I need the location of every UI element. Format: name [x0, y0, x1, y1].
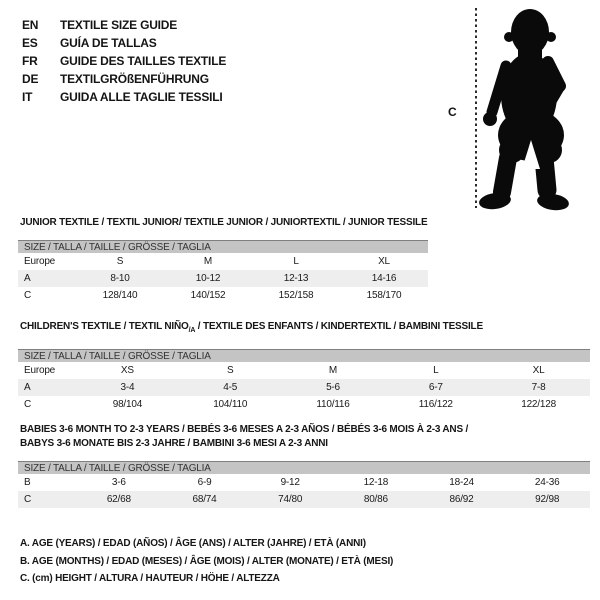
table-row [18, 253, 428, 270]
figure-height-label: C [448, 105, 457, 119]
table-cell: 74/80 [278, 494, 303, 505]
language-code: FR [22, 54, 38, 68]
language-row [22, 16, 226, 34]
language-code: EN [22, 18, 39, 32]
legend [20, 535, 393, 588]
size-header-bar: SIZE / TALLA / TAILLE / GRÖSSE / TAGLIA [18, 349, 590, 362]
row-label: B [24, 477, 31, 488]
table-cell: 12-18 [363, 477, 389, 488]
size-table [18, 349, 590, 413]
table-row [18, 362, 590, 379]
table-cell: 8-10 [110, 273, 130, 284]
table-cell: M [203, 256, 213, 267]
table-title-segment: / TEXTILE DES ENFANTS / KINDERTEXTIL / BAMBINI TESSILE [195, 321, 483, 332]
table-cell: 3-6 [111, 477, 126, 488]
table-cell: 110/116 [316, 399, 350, 410]
table-cell: 128/140 [102, 290, 138, 301]
table-cell: 5-6 [326, 382, 340, 393]
table-cell: 104/110 [213, 399, 248, 410]
row-label: A [24, 273, 31, 284]
table-cell: 7-8 [531, 382, 546, 393]
table-cell: 140/152 [190, 290, 226, 301]
table-cell: XL [532, 365, 545, 376]
language-row [22, 52, 226, 70]
row-label: C [24, 290, 32, 301]
table-title [20, 320, 483, 338]
row-label: C [24, 399, 32, 410]
table-cell: XL [378, 256, 390, 267]
language-code: ES [22, 36, 38, 50]
table-cell: 24-36 [534, 477, 560, 488]
legend-line-b: B. AGE (MONTHS) / EDAD (MESES) / ÂGE (MOIS) / ALTER (MONATE) / ETÀ (MESI) [20, 555, 394, 567]
size-table [18, 461, 590, 508]
table-cell: 3-4 [120, 382, 135, 393]
table-cell: 80/86 [363, 494, 388, 505]
row-label: A [24, 382, 31, 393]
table-title-segment: CHILDREN'S TEXTILE / TEXTIL NIÑO [20, 321, 189, 332]
table-row [18, 270, 428, 287]
table-cell: 152/158 [278, 290, 314, 301]
language-label: GUIDE DES TAILLES TEXTILE [60, 54, 227, 68]
table-body [18, 474, 590, 508]
table-cell: 6-7 [428, 382, 443, 393]
language-row [22, 34, 226, 52]
table-cell: S [116, 256, 124, 267]
row-label: C [24, 494, 32, 505]
table-title-segment: BABYS 3-6 MONATE BIS 2-3 JAHRE / BAMBINI 3-6 MESI A 2-3 ANNI [20, 438, 328, 449]
language-label: TEXTILGRÖßENFÜHRUNG [60, 72, 209, 86]
language-label: TEXTILE SIZE GUIDE [60, 18, 178, 32]
table-cell: 10-12 [195, 273, 221, 284]
table-cell: 14-16 [371, 273, 397, 284]
table-cell: 122/128 [521, 399, 556, 410]
row-label: Europe [24, 365, 56, 376]
size-header-bar: SIZE / TALLA / TAILLE / GRÖSSE / TAGLIA [18, 240, 428, 253]
table-cell: L [293, 256, 299, 267]
table-cell: XS [120, 365, 134, 376]
legend-line-a: A. AGE (YEARS) / EDAD (AÑOS) / ÂGE (ANS) / ALTER (JAHRE) / ETÀ (ANNI) [20, 538, 366, 549]
table-cell: 92/98 [535, 494, 560, 505]
language-row [22, 70, 226, 88]
table-cell: 62/68 [106, 494, 131, 505]
toddler-silhouette-icon [440, 0, 600, 215]
table-cell: 86/92 [449, 494, 474, 505]
language-list [22, 16, 226, 106]
table-cell: 4-5 [223, 382, 238, 393]
table-row [18, 379, 590, 396]
table-cell: M [328, 365, 338, 376]
table-row [18, 287, 428, 304]
table-cell: 116/122 [418, 399, 453, 410]
table-body [18, 362, 590, 413]
table-title-segment: /A [188, 327, 196, 334]
language-row [22, 88, 226, 106]
size-table [18, 240, 428, 304]
size-header-bar: SIZE / TALLA / TAILLE / GRÖSSE / TAGLIA [18, 461, 590, 474]
language-code: DE [22, 72, 39, 86]
table-row [18, 474, 590, 491]
table-cell: 68/74 [192, 494, 217, 505]
table-title [20, 423, 468, 451]
table-cell: S [226, 365, 234, 376]
size-figure [440, 0, 600, 215]
table-cell: 12-13 [283, 273, 309, 284]
table-title-segment: BABIES 3-6 MONTH TO 2-3 YEARS / BEBÉS 3-6 MESES A 2-3 AÑOS / BÉBÉS 3-6 MOIS À 2-3 ANS / [20, 424, 469, 435]
language-code: IT [22, 90, 33, 104]
table-cell: 18-24 [449, 477, 474, 488]
table-body [18, 253, 428, 304]
table-title [20, 216, 427, 230]
table-title-segment: JUNIOR TEXTILE / TEXTIL JUNIOR/ TEXTILE JUNIOR / JUNIORTEXTIL / JUNIOR TESSILE [20, 217, 428, 228]
table-row [18, 396, 590, 413]
table-cell: L [433, 365, 439, 376]
table-cell: 158/170 [366, 290, 402, 301]
table-cell: 6-9 [197, 477, 212, 488]
language-label: GUIDA ALLE TAGLIE TESSILI [60, 90, 223, 104]
table-cell: 9-12 [280, 477, 300, 488]
language-label: GUÍA DE TALLAS [60, 36, 157, 50]
table-row [18, 491, 590, 508]
table-cell: 98/104 [112, 399, 143, 410]
row-label: Europe [24, 256, 56, 267]
legend-line-c: C. (cm) HEIGHT / ALTURA / HAUTEUR / HÖHE / ALTEZZA [20, 573, 280, 585]
